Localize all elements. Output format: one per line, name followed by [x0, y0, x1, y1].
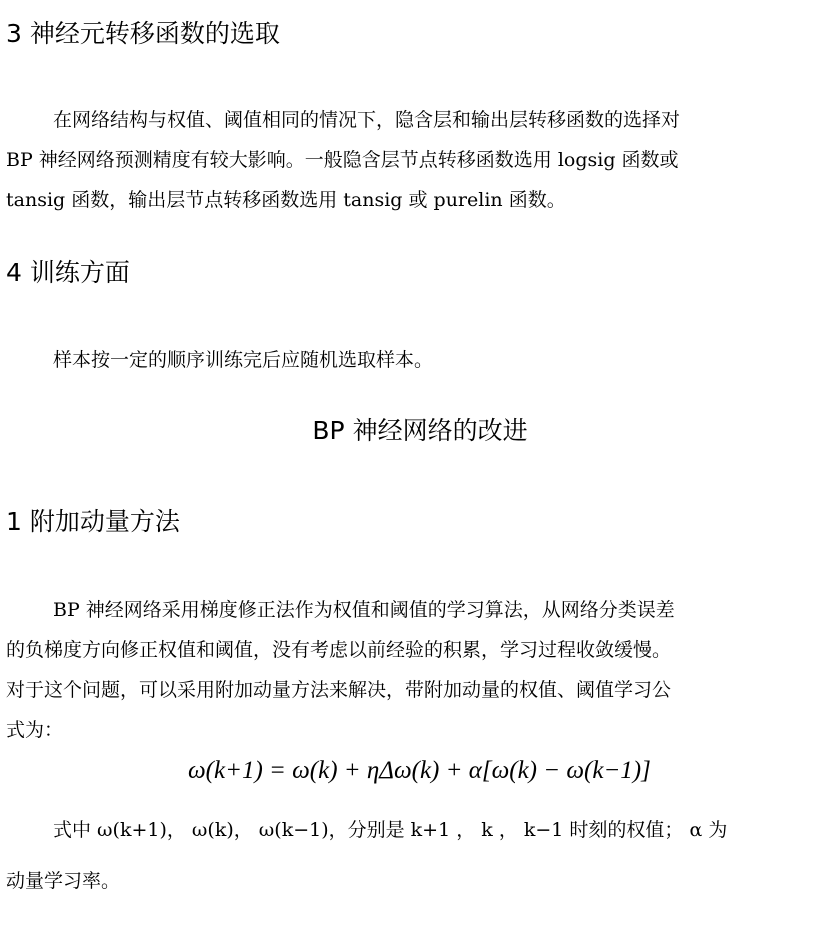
equation-note: 式中 ω(k+1)， ω(k)， ω(k−1)，分别是 k+1 ， k ， k−1 时刻的权值； α 为	[53, 819, 728, 841]
paragraph-line: 的负梯度方向修正权值和阈值，没有考虑以前经验的积累，学习过程收敛缓慢。	[6, 639, 672, 661]
paragraph-line: 样本按一定的顺序训练完后应随机选取样本。	[53, 349, 434, 371]
section-heading-momentum: 1 附加动量方法	[6, 507, 180, 536]
chapter-title: BP 神经网络的改进	[312, 416, 528, 445]
equation-note: 动量学习率。	[6, 870, 121, 892]
section-heading-training: 4 训练方面	[6, 258, 130, 287]
paragraph-line: 式为：	[6, 719, 64, 741]
paragraph-line: BP 神经网络预测精度有较大影响。一般隐含层节点转移函数选用 logsig 函数或	[6, 149, 679, 171]
momentum-equation: ω(k+1) = ω(k) + ηΔω(k) + α[ω(k) − ω(k−1)]	[188, 757, 651, 784]
section-heading-transfer-function: 3 神经元转移函数的选取	[6, 19, 280, 48]
paragraph-line: 在网络结构与权值、阈值相同的情况下，隐含层和输出层转移函数的选择对	[53, 109, 681, 131]
paragraph-line: BP 神经网络采用梯度修正法作为权值和阈值的学习算法，从网络分类误差	[53, 599, 675, 621]
paragraph-line: 对于这个问题，可以采用附加动量方法来解决，带附加动量的权值、阈值学习公	[6, 679, 672, 701]
paragraph-line: tansig 函数，输出层节点转移函数选用 tansig 或 purelin 函数。	[6, 189, 566, 211]
